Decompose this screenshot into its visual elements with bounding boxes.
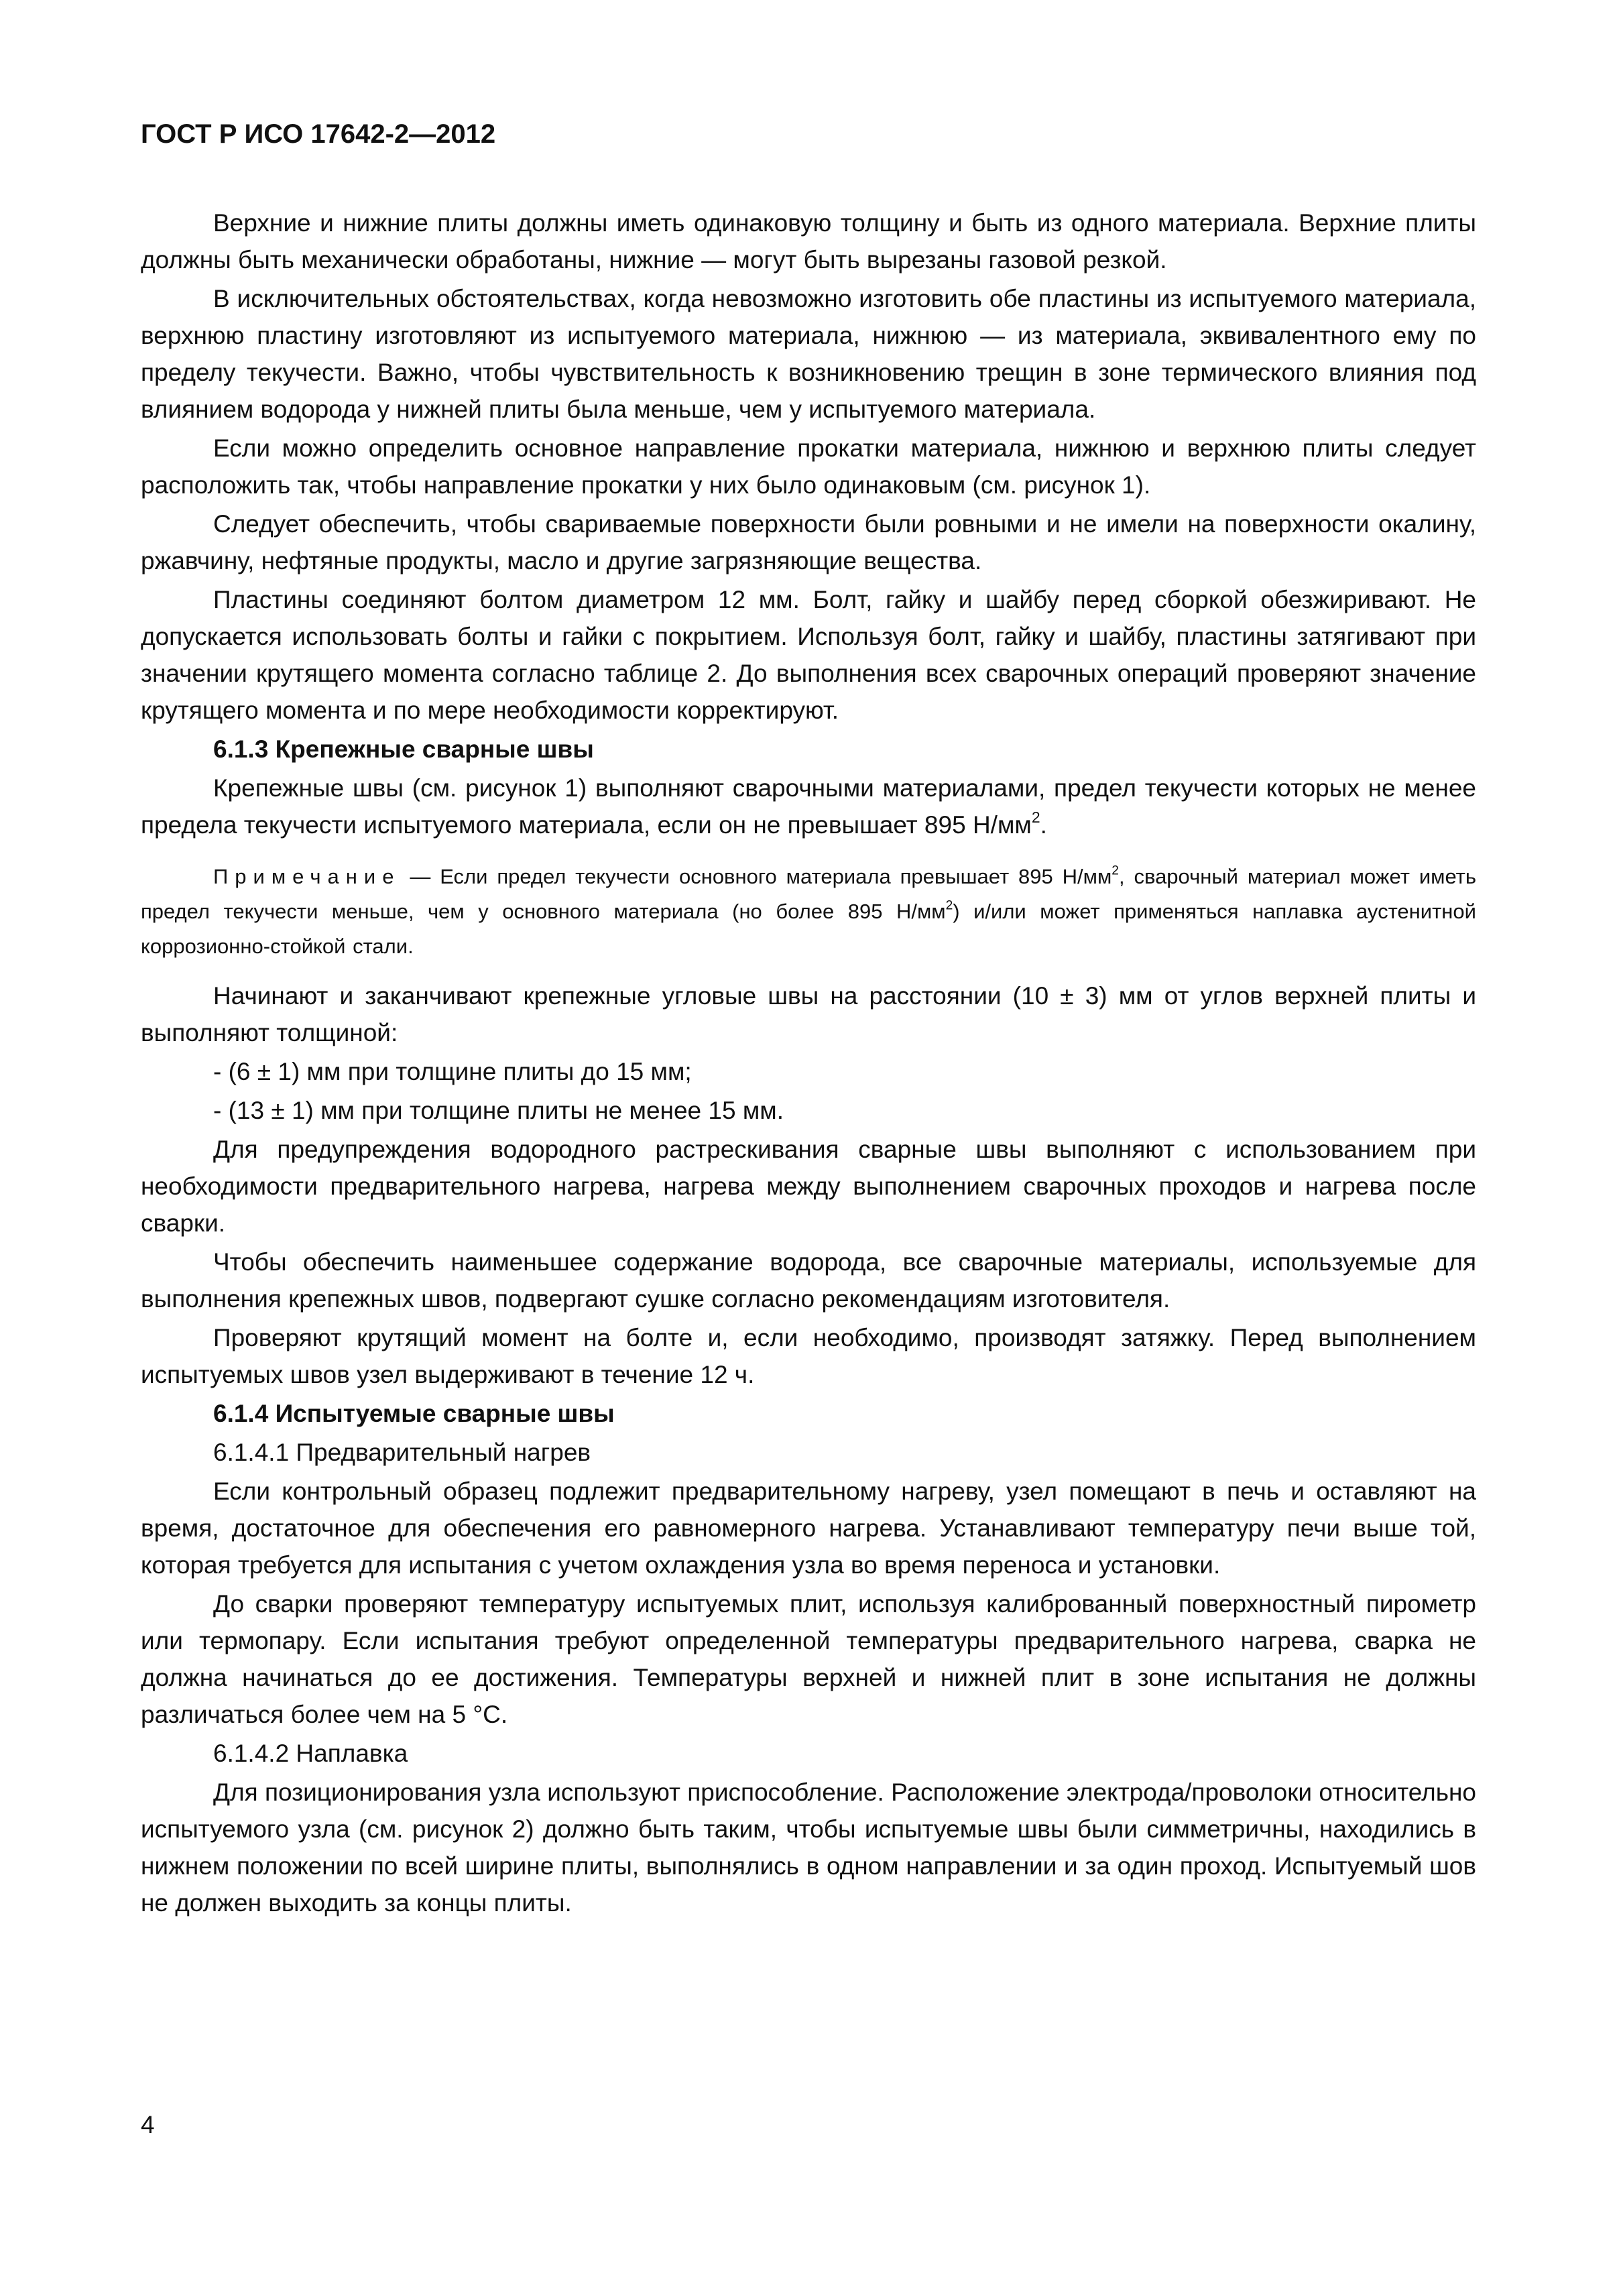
subsection-heading-6-1-4-1: 6.1.4.1 Предварительный нагрев — [213, 1439, 591, 1466]
page-number: 4 — [141, 2111, 155, 2138]
note-text: ) и/или может применяться наплавка аустенитной коррозионно-стойкой стали. — [141, 900, 1476, 958]
list-item: - (6 ± 1) мм при толщине плиты до 15 мм; — [213, 1058, 692, 1085]
paragraph-end: . — [1040, 811, 1047, 839]
paragraph — [141, 770, 1476, 843]
document-page — [141, 117, 1476, 1923]
standard-header: ГОСТ Р ИСО 17642-2—2012 — [141, 119, 496, 149]
paragraph: До сварки проверяют температуру испытуемых плит, используя калиброванный поверхностный пирометр или термопару. Если испытания требуют определенной температуры предварительного нагрева, сварка не должна начинаться до ее достижения. Температуры верхней и нижней плит в зоне испытания не должны различаться более чем на 5 °С. — [141, 1590, 1476, 1728]
note-label: Примечание — [213, 865, 401, 888]
paragraph: Для предупреждения водородного растрескивания сварные швы выполняют с использованием при необходимости предварительного нагрева, нагрева между выполнением сварочных проходов и нагрева после сварки. — [141, 1136, 1476, 1237]
list-item: - (13 ± 1) мм при толщине плиты не менее 15 мм. — [213, 1097, 784, 1124]
paragraph: Для позиционирования узла используют приспособление. Расположение электрода/проволоки относительно испытуемого узла (см. рисунок 2) должно быть таким, чтобы испытуемые швы были симметричны, находились в нижнем положении по всей ширине плиты, выполнялись в одном направлении и за один проход. Испытуемый шов не должен выходить за концы плиты. — [141, 1778, 1477, 1917]
section-heading-6-1-3: 6.1.3 Крепежные сварные швы — [213, 735, 594, 763]
superscript: 2 — [1111, 863, 1119, 878]
document-body — [141, 204, 1476, 1921]
paragraph: В исключительных обстоятельствах, когда невозможно изготовить обе пластины из испытуемого материала, верхнюю пластину изготовляют из испытуемого материала, нижнюю — из материала, эквивалентного ему по пределу текучести. Важно, чтобы чувствительность к возникновению трещин в зоне термического влияния под влиянием водорода у нижней плиты была меньше, чем у испытуемого материала. — [141, 285, 1476, 423]
paragraph: Пластины соединяют болтом диаметром 12 мм. Болт, гайку и шайбу перед сборкой обезжиривают. Не допускается использовать болты и гайки с покрытием. Используя болт, гайку и шайбу, пластины затягивают при значении крутящего момента согласно таблице 2. До выполнения всех сварочных операций проверяют значение крутящего момента и по мере необходимости корректируют. — [141, 586, 1476, 724]
superscript: 2 — [1031, 808, 1040, 826]
paragraph: Начинают и заканчивают крепежные угловые швы на расстоянии (10 ± 3) мм от углов верхней плиты и выполняют толщиной: — [141, 982, 1476, 1046]
paragraph: Если контрольный образец подлежит предварительному нагреву, узел помещают в печь и оставляют на время, достаточное для обеспечения его равномерного нагрева. Устанавливают температуру печи выше той, которая требуется для испытания с учетом охлаждения узла во время переноса и установки. — [141, 1477, 1476, 1579]
superscript: 2 — [945, 898, 953, 913]
subsection-heading-6-1-4-2: 6.1.4.2 Наплавка — [213, 1740, 408, 1767]
paragraph: Следует обеспечить, чтобы свариваемые поверхности были ровными и не имели на поверхности окалину, ржавчину, нефтяные продукты, масло и другие загрязняющие вещества. — [141, 510, 1476, 575]
paragraph-text: Крепежные швы (см. рисунок 1) выполняют сварочными материалами, предел текучести которых не менее предела текучести испытуемого материала, если он не превышает 895 Н/мм — [141, 774, 1476, 839]
note-text: , сварочный материал может иметь предел текучести меньше, чем у основного материала (но более 895 Н/мм — [141, 865, 1477, 923]
paragraph: Если можно определить основное направление прокатки материала, нижнюю и верхнюю плиты следует расположить так, чтобы направление прокатки у них было одинаковым (см. рисунок 1). — [141, 434, 1476, 499]
paragraph: Верхние и нижние плиты должны иметь одинаковую толщину и быть из одного материала. Верхние плиты должны быть механически обработаны, нижние — могут быть вырезаны газовой резкой. — [141, 209, 1476, 274]
paragraph: Проверяют крутящий момент на болте и, если необходимо, производят затяжку. Перед выполнением испытуемых швов узел выдерживают в течение 12 ч. — [141, 1324, 1476, 1388]
section-heading-6-1-4: 6.1.4 Испытуемые сварные швы — [213, 1400, 615, 1427]
paragraph: Чтобы обеспечить наименьшее содержание водорода, все сварочные материалы, используемые для выполнения крепежных швов, подвергают сушке согласно рекомендациям изготовителя. — [141, 1248, 1476, 1313]
note-text: — Если предел текучести основного материала превышает 895 Н/мм — [400, 865, 1112, 888]
note — [141, 859, 1476, 964]
